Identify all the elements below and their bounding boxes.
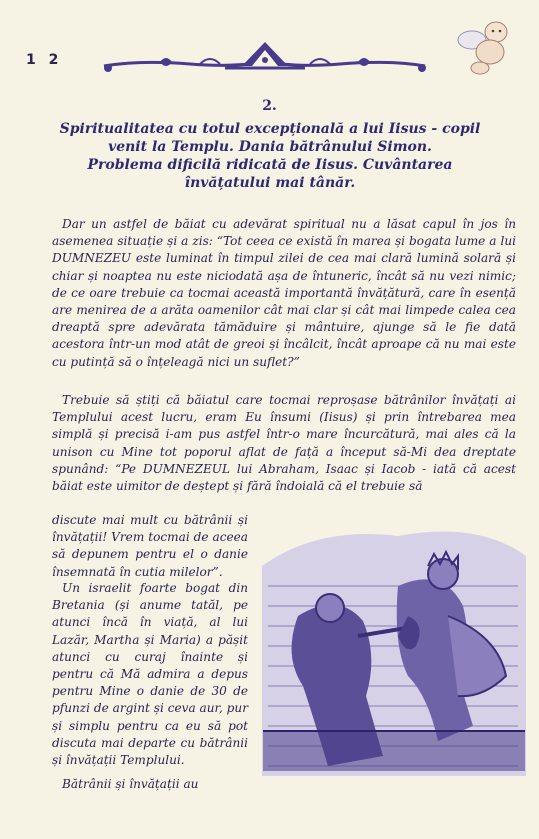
chapter-title-line: Problema dificilă ridicată de Iisus. Cuvântarea xyxy=(87,157,453,173)
paragraph-1: Dar un astfel de băiat cu adevărat spiritual nu a lăsat capul în jos în asemenea situație și a zis: “Tot ceea ce există în marea și bogata lume a lui DUMNEZEU este luminat în timpul zilei de cea mai clară lumină solară și chiar și noaptea nu este niciodată așa de întuneric, încât să nu vezi nimic; de ce oare trebuie ca tocmai această importantă învățătură, care în esență are menirea de a arăta oamenilor cât mai clar și cât mai limpede calea cea dreaptă spre adevărata tămăduire și mântuire, ajunge să le fie dată acestora într-un mod atât de greoi și încâlcit, încât aproape că nu mai este cu putință să o înțeleagă nici un suflet?” xyxy=(52,217,516,369)
scroll-ornament-icon xyxy=(100,38,430,78)
chapter-title-line: Spiritualitatea cu totul excepțională a lui Iisus - copil xyxy=(59,121,481,137)
paragraph-2: Trebuie să știți că băiatul care tocmai reproșase bătrânilor învățați ai Templului acest lucru, eram Eu însumi (Iisus) și prin întrebarea mea simplă și precisă i-am pus astfel într-o mare încurcătură, mai ales că la unison cu Mine tot poporul aflat de față a început să-Mi dea dreptate spunând: “Pe DUMNEZEUL lui Abraham, Isaac și Iacob - iată că acest băiat este uimitor de deștept și fără îndoială că el trebuie să xyxy=(52,393,516,494)
cherub-icon xyxy=(450,18,520,78)
chapter-title-line: venit la Templu. Dania bătrânului Simon. xyxy=(108,139,432,155)
chapter-title xyxy=(34,120,506,192)
paragraph-4: Bătrânii și învățații au xyxy=(62,777,199,791)
engraving-two-figures-icon xyxy=(258,526,530,786)
chapter-title-line: învățatului mai tânăr. xyxy=(184,175,356,191)
paragraph-2-continued: discute mai mult cu bătrânii și învățații! Vrem tocmai de aceea să depunem pentru el o danie însemnată în cutia milelor”. xyxy=(52,513,248,579)
paragraph-3: Un israelit foarte bogat din Bretania (și anume tatăl, pe atunci încă în viață, al lui Lazăr, Martha și Maria) a pășit atunci cu curaj înainte și pentru că Mă admira a depus pentru Mine o danie de 30 de pfunzi de argint și ceva aur, pur și simplu pentru ca eu să pot discuta mai departe cu bătrânii și învățații Templului. xyxy=(52,581,248,768)
chapter-number: 2. xyxy=(262,98,277,114)
page-number: 1 2 xyxy=(26,52,63,68)
